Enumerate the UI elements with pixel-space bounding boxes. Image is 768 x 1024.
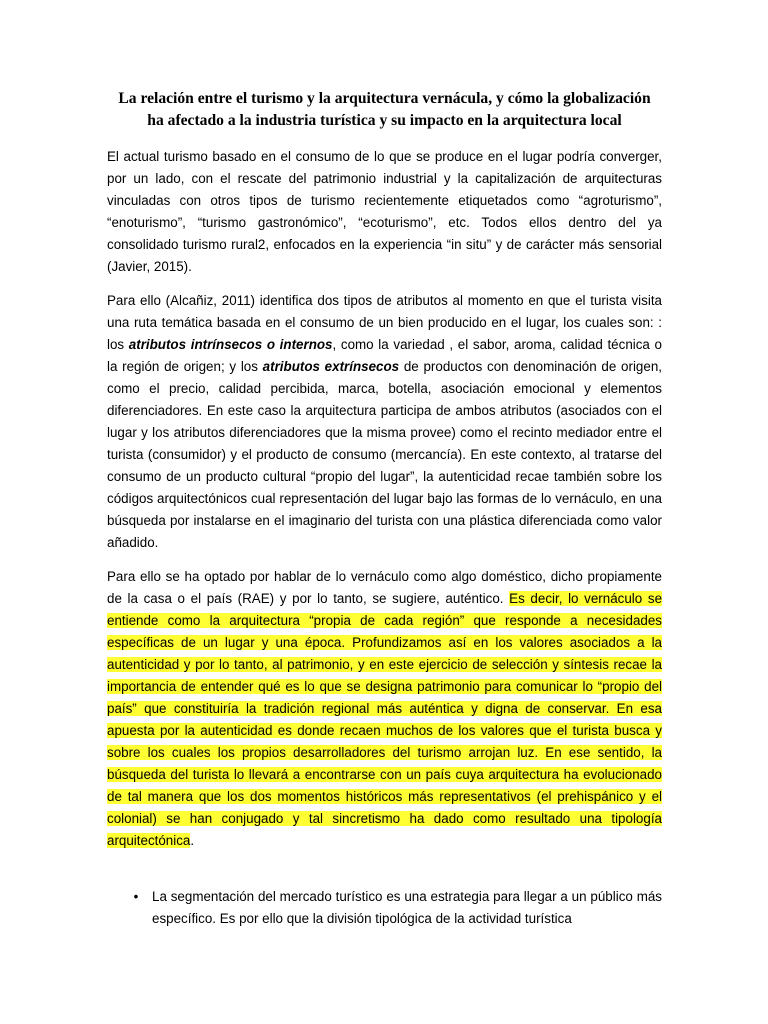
paragraph-3-plain-text: Para ello se ha optado por hablar de lo vernáculo como algo doméstico, dicho propiamente de la casa o el país (RAE) y por lo tanto, se sugiere, auténtico. <box>107 569 662 606</box>
list-item <box>107 886 662 930</box>
paragraph-1: El actual turismo basado en el consumo de lo que se produce en el lugar podría converger, por un lado, con el rescate del patrimonio industrial y la capitalización de arquitecturas vinculadas con otros tipos de turismo recientemente etiquetados como “agroturismo”, “enoturismo”, “turismo gastronómico”, “ecoturismo”, etc. Todos ellos dentro del ya consolidado turismo rural2, enfocados en la experiencia “in situ” y de carácter más sensorial (Javier, 2015). <box>107 149 662 274</box>
paragraph-2-text-e: de productos con denominación de origen, como el precio, calidad percibida, marca, botella, asociación emocional y elementos diferenciadores. En este caso la arquitectura participa de ambos atributos (asociados con el lugar y los atributos diferenciadores que la misma provee) como el recinto mediador entre el turista (consumidor) y el producto de consumo (mercancía). En este contexto, al tratarse del consumo de un producto cultural “propio del lugar”, la autenticidad recae también sobre los códigos arquitectónicos cual representación del lugar bajo las formas de lo vernáculo, en una búsqueda por instalarse en el imaginario del turista con una plástica diferenciada como valor añadido. <box>107 359 662 550</box>
paragraph-3-end: . <box>190 833 195 848</box>
term-intrinsic-attributes: atributos intrínsecos o internos <box>128 337 333 352</box>
title-line-2: ha afectado a la industria turística y su impacto en la arquitectura local <box>147 112 622 129</box>
bullet-icon: • <box>133 889 139 904</box>
paragraph-3 <box>107 566 662 852</box>
term-extrinsic-attributes: atributos extrínsecos <box>262 359 400 374</box>
document-body <box>107 88 662 930</box>
paragraph-2 <box>107 290 662 554</box>
paragraph-2-text-c: , como la variedad , el sabor, aroma, calidad técnica o la región de origen; y los <box>107 337 662 374</box>
document-title <box>107 88 662 132</box>
title-line-1: La relación entre el turismo y la arquitectura vernácula, y cómo la globalización <box>118 90 651 107</box>
paragraph-2-text-a: Para ello (Alcañiz, 2011) identifica dos tipos de atributos al momento en que el turista visita una ruta temática basada en el consumo de un bien producido en el lugar, los cuales son: : los <box>107 293 662 352</box>
bullet-list <box>107 886 662 930</box>
highlighted-text: Es decir, lo vernáculo se entiende como la arquitectura “propia de cada región” que responde a necesidades específicas de un lugar y una época. Profundizamos así en los valores asociados a la autenticidad y por lo tanto, al patrimonio, y en este ejercicio de selección y síntesis recae la importancia de entender qué es lo que se designa patrimonio para comunicar lo “propio del país” que constituiría la tradición regional más auténtica y digna de conservar. En esa apuesta por la autenticidad es donde recaen muchos de los valores que el turista busca y sobre los cuales los propios desarrolladores del turismo arrojan luz. En ese sentido, la búsqueda del turista lo llevará a encontrarse con un país cuya arquitectura ha evolucionado de tal manera que los dos momentos históricos más representativos (el prehispánico y el colonial) se han conjugado y tal sincretismo ha dado como resultado una tipología arquitectónica <box>107 591 663 848</box>
bullet-text: La segmentación del mercado turístico es una estrategia para llegar a un público más específico. Es por ello que la división tipológica de la actividad turística <box>152 889 662 926</box>
